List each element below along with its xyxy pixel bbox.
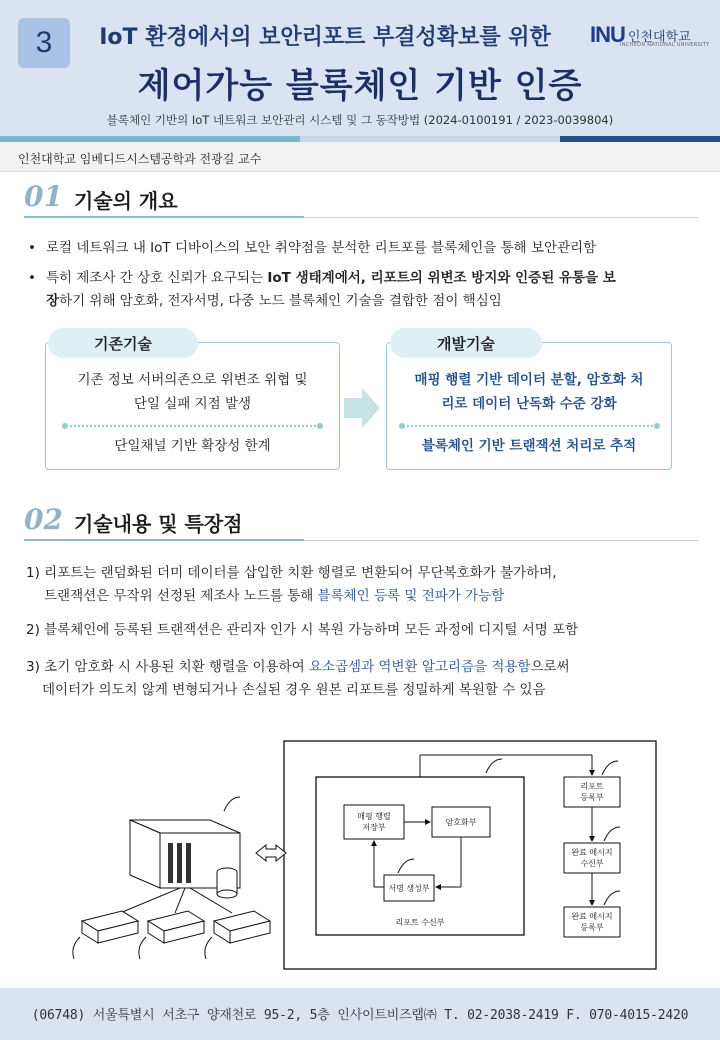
- title-line-1: IoT 환경에서의 보안리포트 부결성확보를 위한: [99, 25, 551, 50]
- bullet-2-post: 하기 위해 암호화, 전자서명, 다중 노드 블록체인 기술을 결합한 점이 핵심임: [59, 293, 502, 309]
- existing-tech-text-1: [45, 368, 340, 416]
- feature-item-3: [26, 656, 706, 702]
- section2-rule: [304, 540, 698, 541]
- feature-3-line-1-end: 으로써: [530, 659, 570, 675]
- report-register-label-2: 등록부: [580, 793, 604, 802]
- feature-3-line-2: 데이터가 의도치 않게 변형되거나 손실된 경우 원본 리포트를 정밀하게 복원할 수 있음: [42, 682, 546, 698]
- bullet-2-bold-2: 장: [46, 293, 60, 309]
- complete-receiver-label-1: 완료 메시지: [571, 848, 613, 857]
- complete-register-label-1: 완료 메시지: [571, 912, 613, 921]
- bullet-2: • 특히 제조사 간 상호 신뢰가 요구되는 IoT 생태계에서, 리포트의 위변조 방지와 인증된 유통을 보 장하기 위해 암호화, 전자서명, 다중 노드 블록체인 기술을 결합한 점이 핵심임: [28, 270, 616, 309]
- section1-underline: [24, 216, 304, 218]
- server-icon: [130, 797, 240, 898]
- section2-title: 기술내용 및 특장점: [74, 512, 243, 536]
- feature-1-highlight: 블록체인 등록 및 전파가 가능함: [317, 588, 505, 604]
- existing-tech-label: 기존기술: [48, 328, 198, 358]
- feature-item-2: 2) 블록체인에 등록된 트랜잭션은 관리자 인가 시 복원 가능하며 모든 과정에 디지털 서명 포함: [26, 622, 579, 638]
- section1-title: 기술의 개요: [74, 189, 178, 213]
- footer-contact: (06748) 서울특별시 서초구 양재천로 95-2, 5층 인사이트비즈랩㈜ T. 02-2038-2419 F. 070-4015-2420: [31, 1008, 689, 1023]
- iot-device-icon-2: [139, 911, 204, 959]
- developed-line-2: 리로 데이터 난독화 수준 강화: [441, 396, 617, 412]
- section-number-badge: 3: [18, 18, 70, 68]
- section2-underline: [24, 539, 304, 541]
- signature-label: 서명 생성부: [388, 884, 430, 893]
- existing-line-1: 기존 정보 서버의존으로 위변조 위협 및: [77, 372, 308, 388]
- logo-text: 인천대학교: [627, 29, 691, 45]
- developed-tech-text-2: 블록체인 기반 트랜잭션 처리로 추적: [421, 438, 637, 454]
- developed-tech-text-1: [386, 368, 672, 416]
- report-register-label-1: 리포트: [580, 782, 604, 791]
- arrow-right-icon: [342, 386, 382, 430]
- title-line-2: 제어가능 블록체인 기반 인증: [137, 66, 583, 106]
- feature-3-line-1: 3) 초기 암호화 시 사용된 치환 행렬을 이용하여: [26, 659, 309, 675]
- feature-1-line-2: 트랜잭션은 무작위 선정된 제조사 노드를 통해: [44, 588, 318, 604]
- developed-tech-label: 개발기술: [390, 328, 542, 358]
- report-receiver-label: 리포트 수신부: [395, 918, 445, 927]
- bidirectional-arrow-icon: [256, 845, 286, 861]
- logo-mark: INU: [590, 22, 625, 47]
- system-diagram: [0, 725, 720, 985]
- patent-subtitle: 블록체인 기반의 IoT 네트워크 보안관리 시스템 및 그 동작방법 (2024-0100191 / 2023-0039804): [106, 113, 614, 127]
- feature-1-line-1: 1) 리포트는 랜덤화된 더미 데이터를 삽입한 치환 행렬로 변환되어 무단복호화가 불가하며,: [26, 565, 557, 581]
- feature-3-highlight: 요소곱셈과 역변환 알고리즘을 적용함: [308, 659, 531, 675]
- encryptor-label: 암호화부: [445, 818, 477, 827]
- developed-line-1: 매핑 행렬 기반 데이터 분할, 암호화 처: [414, 372, 644, 388]
- report-receiver-box: [316, 777, 524, 935]
- existing-divider: [65, 425, 320, 427]
- bullet-1-text: 로컬 네트워크 내 IoT 디바이스의 보안 취약점을 분석한 리트포를 블록체인을 통해 보안관리함: [46, 240, 597, 256]
- bullet-2-bold-1: IoT 생태계에서, 리포트의 위변조 방지와 인증된 유통을 보: [267, 270, 616, 286]
- developed-divider: [402, 425, 657, 427]
- author-text: 인천대학교 임베디드시스템공학과 전광길 교수: [18, 152, 262, 166]
- complete-register-label-2: 등록부: [580, 923, 604, 932]
- logo-subtext: INCHEON NATIONAL UNIVERSITY: [620, 42, 710, 48]
- iot-device-icon-3: [205, 911, 270, 959]
- section2-number: 02: [24, 503, 63, 536]
- existing-line-2: 단일 실패 지점 발생: [133, 396, 252, 412]
- bullet-2-pre: 특히 제조사 간 상호 신뢰가 요구되는: [46, 270, 268, 286]
- complete-receiver-label-2: 수신부: [580, 859, 604, 868]
- feature-item-1: [26, 562, 706, 608]
- mapping-store-label-2: 저장부: [362, 823, 386, 832]
- mapping-store-box: [344, 805, 404, 839]
- section1-rule: [304, 217, 698, 218]
- existing-tech-text-2: 단일채널 기반 확장성 한계: [114, 438, 271, 454]
- bullet-1: • 로컬 네트워크 내 IoT 디바이스의 보안 취약점을 분석한 리트포를 블록체인을 통해 보안관리함: [28, 237, 698, 260]
- mapping-store-label-1: 매핑 행렬: [357, 812, 391, 821]
- section1-number: 01: [24, 180, 63, 213]
- iot-device-icon-1: [73, 911, 138, 959]
